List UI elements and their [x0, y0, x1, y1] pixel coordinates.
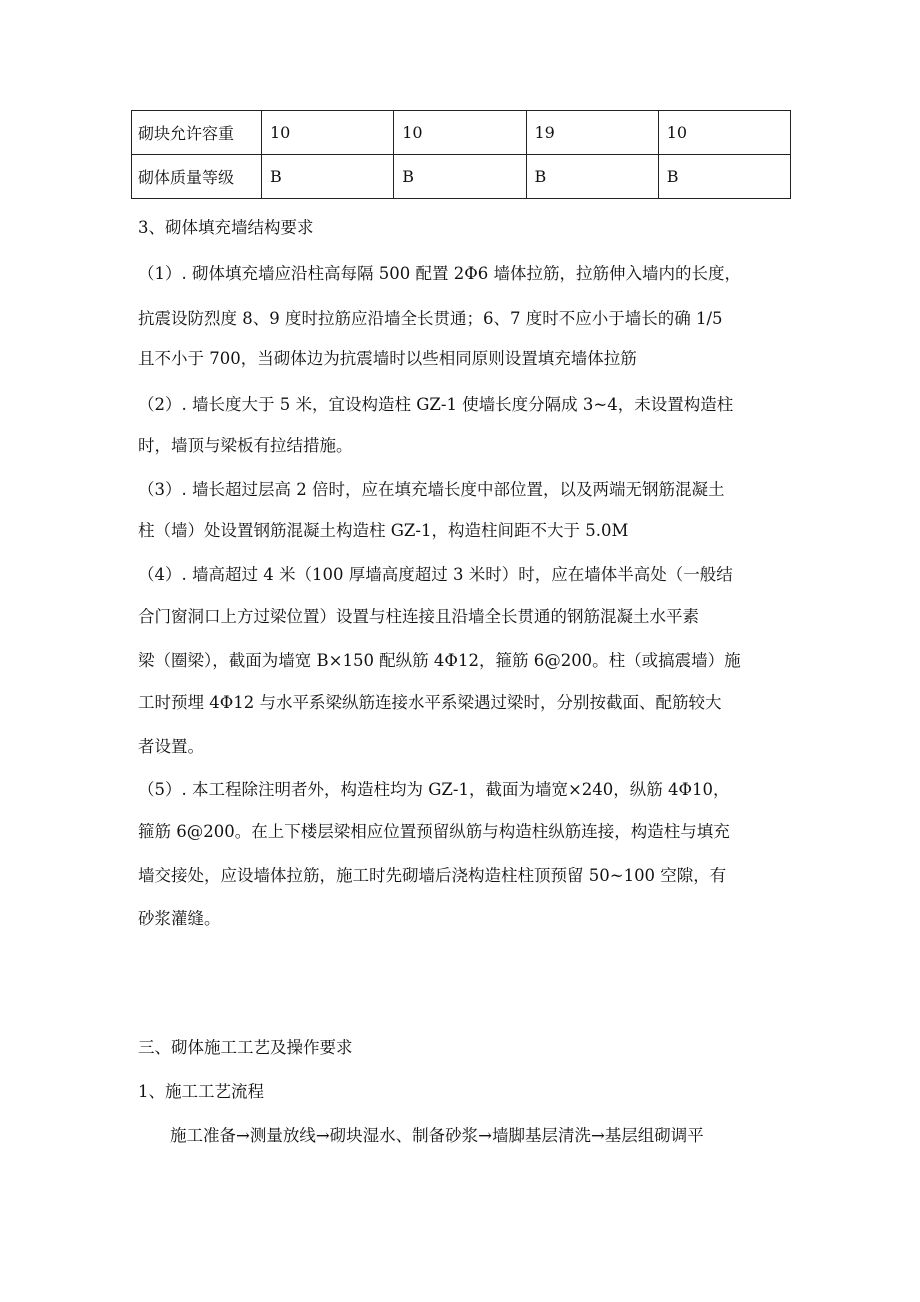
table-cell: 10 — [658, 111, 790, 155]
process-flow-line: 施工准备→测量放线→砌块湿水、制备砂浆→墙脚基层清洗→基层组砌调平 — [170, 1126, 704, 1145]
paragraph-line: 墙交接处，应设墙体拉筋，施工时先砌墙后浇构造柱柱顶预留 50~100 空隙，有 — [138, 866, 727, 885]
table-cell: 10 — [394, 111, 526, 155]
paragraph-line: 砂浆灌缝。 — [138, 909, 221, 928]
table-cell: B — [394, 155, 526, 199]
paragraph-line: （2）. 墙长度大于 5 米，宜设构造柱 GZ-1 使墙长度分隔成 3~4，未设置构造柱 — [138, 395, 734, 414]
table-cell: 19 — [526, 111, 658, 155]
block-spec-table — [131, 110, 791, 199]
paragraph-line: （3）. 墙长超过层高 2 倍时，应在填充墙长度中部位置，以及两端无钢筋混凝土 — [138, 480, 725, 499]
chapter-heading: 三、砌体施工工艺及操作要求 — [138, 1038, 353, 1057]
paragraph-line: 抗震设防烈度 8、9 度时拉筋应沿墙全长贯通；6、7 度时不应小于墙长的确 1/5 — [138, 309, 723, 328]
table-cell: B — [262, 155, 394, 199]
row-label: 砌块允许容重 — [132, 111, 262, 155]
paragraph-line: 柱（墙）处设置钢筋混凝土构造柱 GZ-1，构造柱间距不大于 5.0M — [138, 521, 629, 540]
section-heading: 3、砌体填充墙结构要求 — [138, 218, 314, 237]
paragraph-line: 梁（圈梁），截面为墙宽 B×150 配纵筋 4Φ12，箍筋 6@200。柱（或搞震墙）施 — [138, 651, 741, 670]
paragraph-line: 箍筋 6@200。在上下楼层梁相应位置预留纵筋与构造柱纵筋连接，构造柱与填充 — [138, 822, 730, 841]
table-row — [132, 155, 791, 199]
paragraph-line: （1）. 砌体填充墙应沿柱高每隔 500 配置 2Φ6 墙体拉筋，拉筋伸入墙内的长度， — [138, 264, 741, 283]
row-label: 砌体质量等级 — [132, 155, 262, 199]
paragraph-line: 合门窗洞口上方过梁位置）设置与柱连接且沿墙全长贯通的钢筋混凝土水平素 — [138, 607, 699, 626]
paragraph-line: （4）. 墙高超过 4 米（100 厚墙高度超过 3 米时）时，应在墙体半高处（一般结 — [138, 565, 733, 584]
table-cell: B — [526, 155, 658, 199]
paragraph-line: 且不小于 700，当砌体边为抗震墙时以些相同原则设置填充墙体拉筋 — [138, 349, 637, 368]
paragraph-line: （5）. 本工程除注明者外，构造柱均为 GZ-1，截面为墙宽×240，纵筋 4Φ10， — [138, 780, 730, 799]
paragraph-line: 者设置。 — [138, 737, 204, 756]
subsection-heading: 1、施工工艺流程 — [138, 1082, 264, 1101]
table-cell: 10 — [262, 111, 394, 155]
paragraph-line: 时，墙顶与梁板有拉结措施。 — [138, 436, 353, 455]
table-cell: B — [658, 155, 790, 199]
table-row — [132, 111, 791, 155]
paragraph-line: 工时预埋 4Φ12 与水平系梁纵筋连接水平系梁遇过梁时，分别按截面、配筋较大 — [138, 693, 722, 712]
